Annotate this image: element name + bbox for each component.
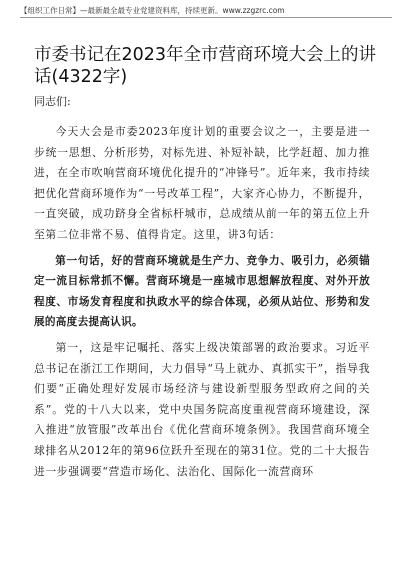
paragraph-political-requirement: 第一，这是牢记嘱托、落实上级决策部署的政治要求。习近平总书记在浙江工作期间，大力倡导“马上就办、真抓实干”，指导我们要“正确处理好发展市场经济与建设新型服务型政府之间的关系”。党的十八大以来，党中央国务院高度重视营商环境建设，深入推进“放管服”改革出台《优化营商环境条例》。我国营商环境全球排名从2012年的第96位跃升至现在的第31位。党的二十大报告进一步强调要“营造市场化、法治化、国际化一流营商环: [34, 340, 370, 478]
document-title: 市委书记在2023年全市营商环境大会上的讲话(4322字): [34, 45, 377, 87]
paragraph-first-point: 第一句话，好的营商环境就是生产力、竞争力、吸引力，必须锚定一流目标常抓不懈。营商环境是一座城市思想解放程度、对外开放程度、市场发育程度和执政水平的综合体现，必须从站位、形势和发展的高度去提高认识。: [34, 254, 370, 329]
document-body: [34, 122, 370, 482]
paragraph-intro: 今天大会是市委2023年度计划的重要会议之一，主要是进一步统一思想、分析形势，对标先进、补短补缺，比学赶超、加力推进，在全市吹响营商环境优化提升的“冲锋号”。近年来，我市持续把优化营商环境作为“一号改革工程”，大家齐心协力，不断提升，一直突破，成功跻身全省标杆城市，总成绩从前一年的第五位上升至第二位非常不易、值得肯定。这里，讲3句话：: [34, 125, 370, 241]
banner-divider: [20, 17, 392, 18]
site-banner: 【组织工作日常】—最新最全最专业党建资料库，持续更新。www.zzgzrc.com: [20, 6, 285, 15]
salutation: 同志们:: [34, 95, 71, 108]
